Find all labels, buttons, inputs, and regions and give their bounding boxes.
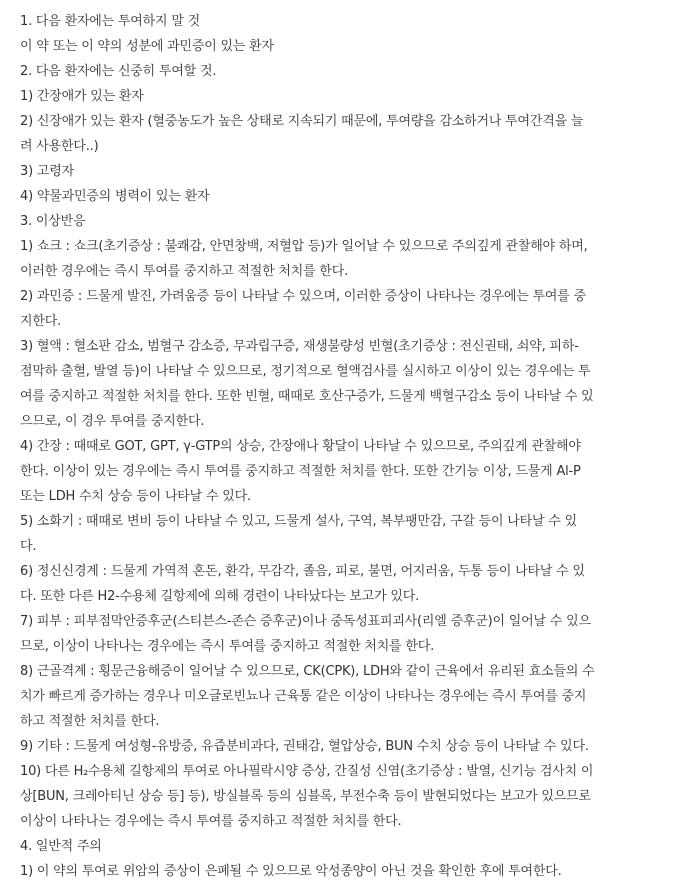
text-line: 5) 소화기 : 때때로 변비 등이 나타날 수 있고, 드물게 설사, 구역, 복부팽만감, 구갈 등이 나타날 수 있 (20, 514, 577, 529)
text-line: 점막하 출혈, 발열 등)이 나타날 수 있으므로, 정기적으로 혈액검사를 실시하고 이상이 있는 경우에는 투 (20, 364, 591, 379)
text-line: 3) 혈액 : 혈소판 감소, 범혈구 감소증, 무과립구증, 재생불량성 빈혈(초기증상 : 전신권태, 쇠약, 피하- (20, 339, 579, 354)
text-line: 으므로, 이 경우 투여를 중지한다. (20, 414, 205, 429)
text-line: 한다. 이상이 있는 경우에는 즉시 투여를 중지하고 적절한 처치를 한다. 또한 간기능 이상, 드물게 Al-P (20, 464, 581, 479)
text-line: 이러한 경우에는 즉시 투여를 중지하고 적절한 처치를 한다. (20, 264, 349, 279)
text-line: 7) 피부 : 피부점막안증후군(스티븐스-존슨 증후군)이나 중독성표피괴사(리엘 증후군)이 일어날 수 있으 (20, 614, 591, 629)
text-line: 하고 적절한 처치를 한다. (20, 714, 160, 729)
section-heading: 3. 이상반응 (20, 214, 86, 229)
document-body (20, 0, 684, 884)
text-line: 4) 약물과민증의 병력이 있는 환자 (20, 189, 210, 204)
text-line: 6) 정신신경계 : 드물게 가역적 혼돈, 환각, 무감각, 졸음, 피로, 불면, 어지러움, 두통 등이 나타날 수 있 (20, 564, 585, 579)
text-line: 다. 또한 다른 H2-수용체 길항제에 의해 경련이 나타났다는 보고가 있다. (20, 589, 420, 604)
text-line: 또는 LDH 수치 상승 등이 나타날 수 있다. (20, 489, 251, 504)
text-line: 이 약 또는 이 약의 성분에 과민증이 있는 환자 (20, 39, 274, 54)
text-line: 1) 간장애가 있는 환자 (20, 89, 144, 104)
text-line: 2) 신장애가 있는 환자 (혈중농도가 높은 상태로 지속되기 때문에, 투여량을 감소하거나 투여간격을 늘 (20, 114, 584, 129)
text-line: 1) 쇼크 : 쇼크(초기증상 : 불쾌감, 안면창백, 저혈압 등)가 일어날 수 있으므로 주의깊게 관찰해야 하며, (20, 239, 588, 254)
text-line: 2) 과민증 : 드물게 발진, 가려움증 등이 나타날 수 있으며, 이러한 증상이 나타나는 경우에는 투여를 중 (20, 289, 586, 304)
text-line: 9) 기타 : 드물게 여성형-유방증, 유즙분비과다, 권태감, 혈압상승, BUN 수치 상승 등이 나타날 수 있다. (20, 739, 589, 754)
text-line: 지한다. (20, 314, 62, 329)
text-line: 치가 빠르게 증가하는 경우나 미오글로빈뇨나 근육통 같은 이상이 나타나는 경우에는 즉시 투여를 중지 (20, 689, 587, 704)
text-line: 8) 근골격계 : 횡문근융해증이 일어날 수 있으므로, CK(CPK), LDH와 같이 근육에서 유리된 효소들의 수 (20, 664, 595, 679)
text-line: 4) 간장 : 때때로 GOT, GPT, γ-GTP의 상승, 간장애나 황달이 나타날 수 있으므로, 주의깊게 관찰해야 (20, 439, 581, 454)
text-line: 3) 고령자 (20, 164, 74, 179)
text-line: 1) 이 약의 투여로 위암의 증상이 은폐될 수 있으므로 악성종양이 아닌 것을 확인한 후에 투여한다. (20, 864, 562, 879)
section-heading: 4. 일반적 주의 (20, 839, 102, 854)
section-heading: 2. 다음 환자에는 신중히 투여할 것. (20, 64, 217, 79)
text-line: 여를 중지하고 적절한 처치를 한다. 또한 빈혈, 때때로 호산구증가, 드물게 백혈구감소 등이 나타날 수 있 (20, 389, 594, 404)
text-line: 이상이 나타나는 경우에는 즉시 투여를 중지하고 적절한 처치를 한다. (20, 814, 402, 829)
text-line: 려 사용한다..) (20, 139, 99, 154)
text-line: 므로, 이상이 나타나는 경우에는 즉시 투여를 중지하고 적절한 처치를 한다. (20, 639, 434, 654)
text-line: 다. (20, 539, 37, 554)
text-line: 상[BUN, 크레아티닌 상승 등] 등), 방실블록 등의 심블록, 부전수축 등이 발현되었다는 보고가 있으므로 (20, 789, 591, 804)
text-line: 10) 다른 H₂수용체 길항제의 투여로 아나필락시양 증상, 간질성 신염(초기증상 : 발열, 신기능 검사치 이 (20, 764, 594, 779)
section-heading: 1. 다음 환자에는 투여하지 말 것 (20, 14, 200, 29)
